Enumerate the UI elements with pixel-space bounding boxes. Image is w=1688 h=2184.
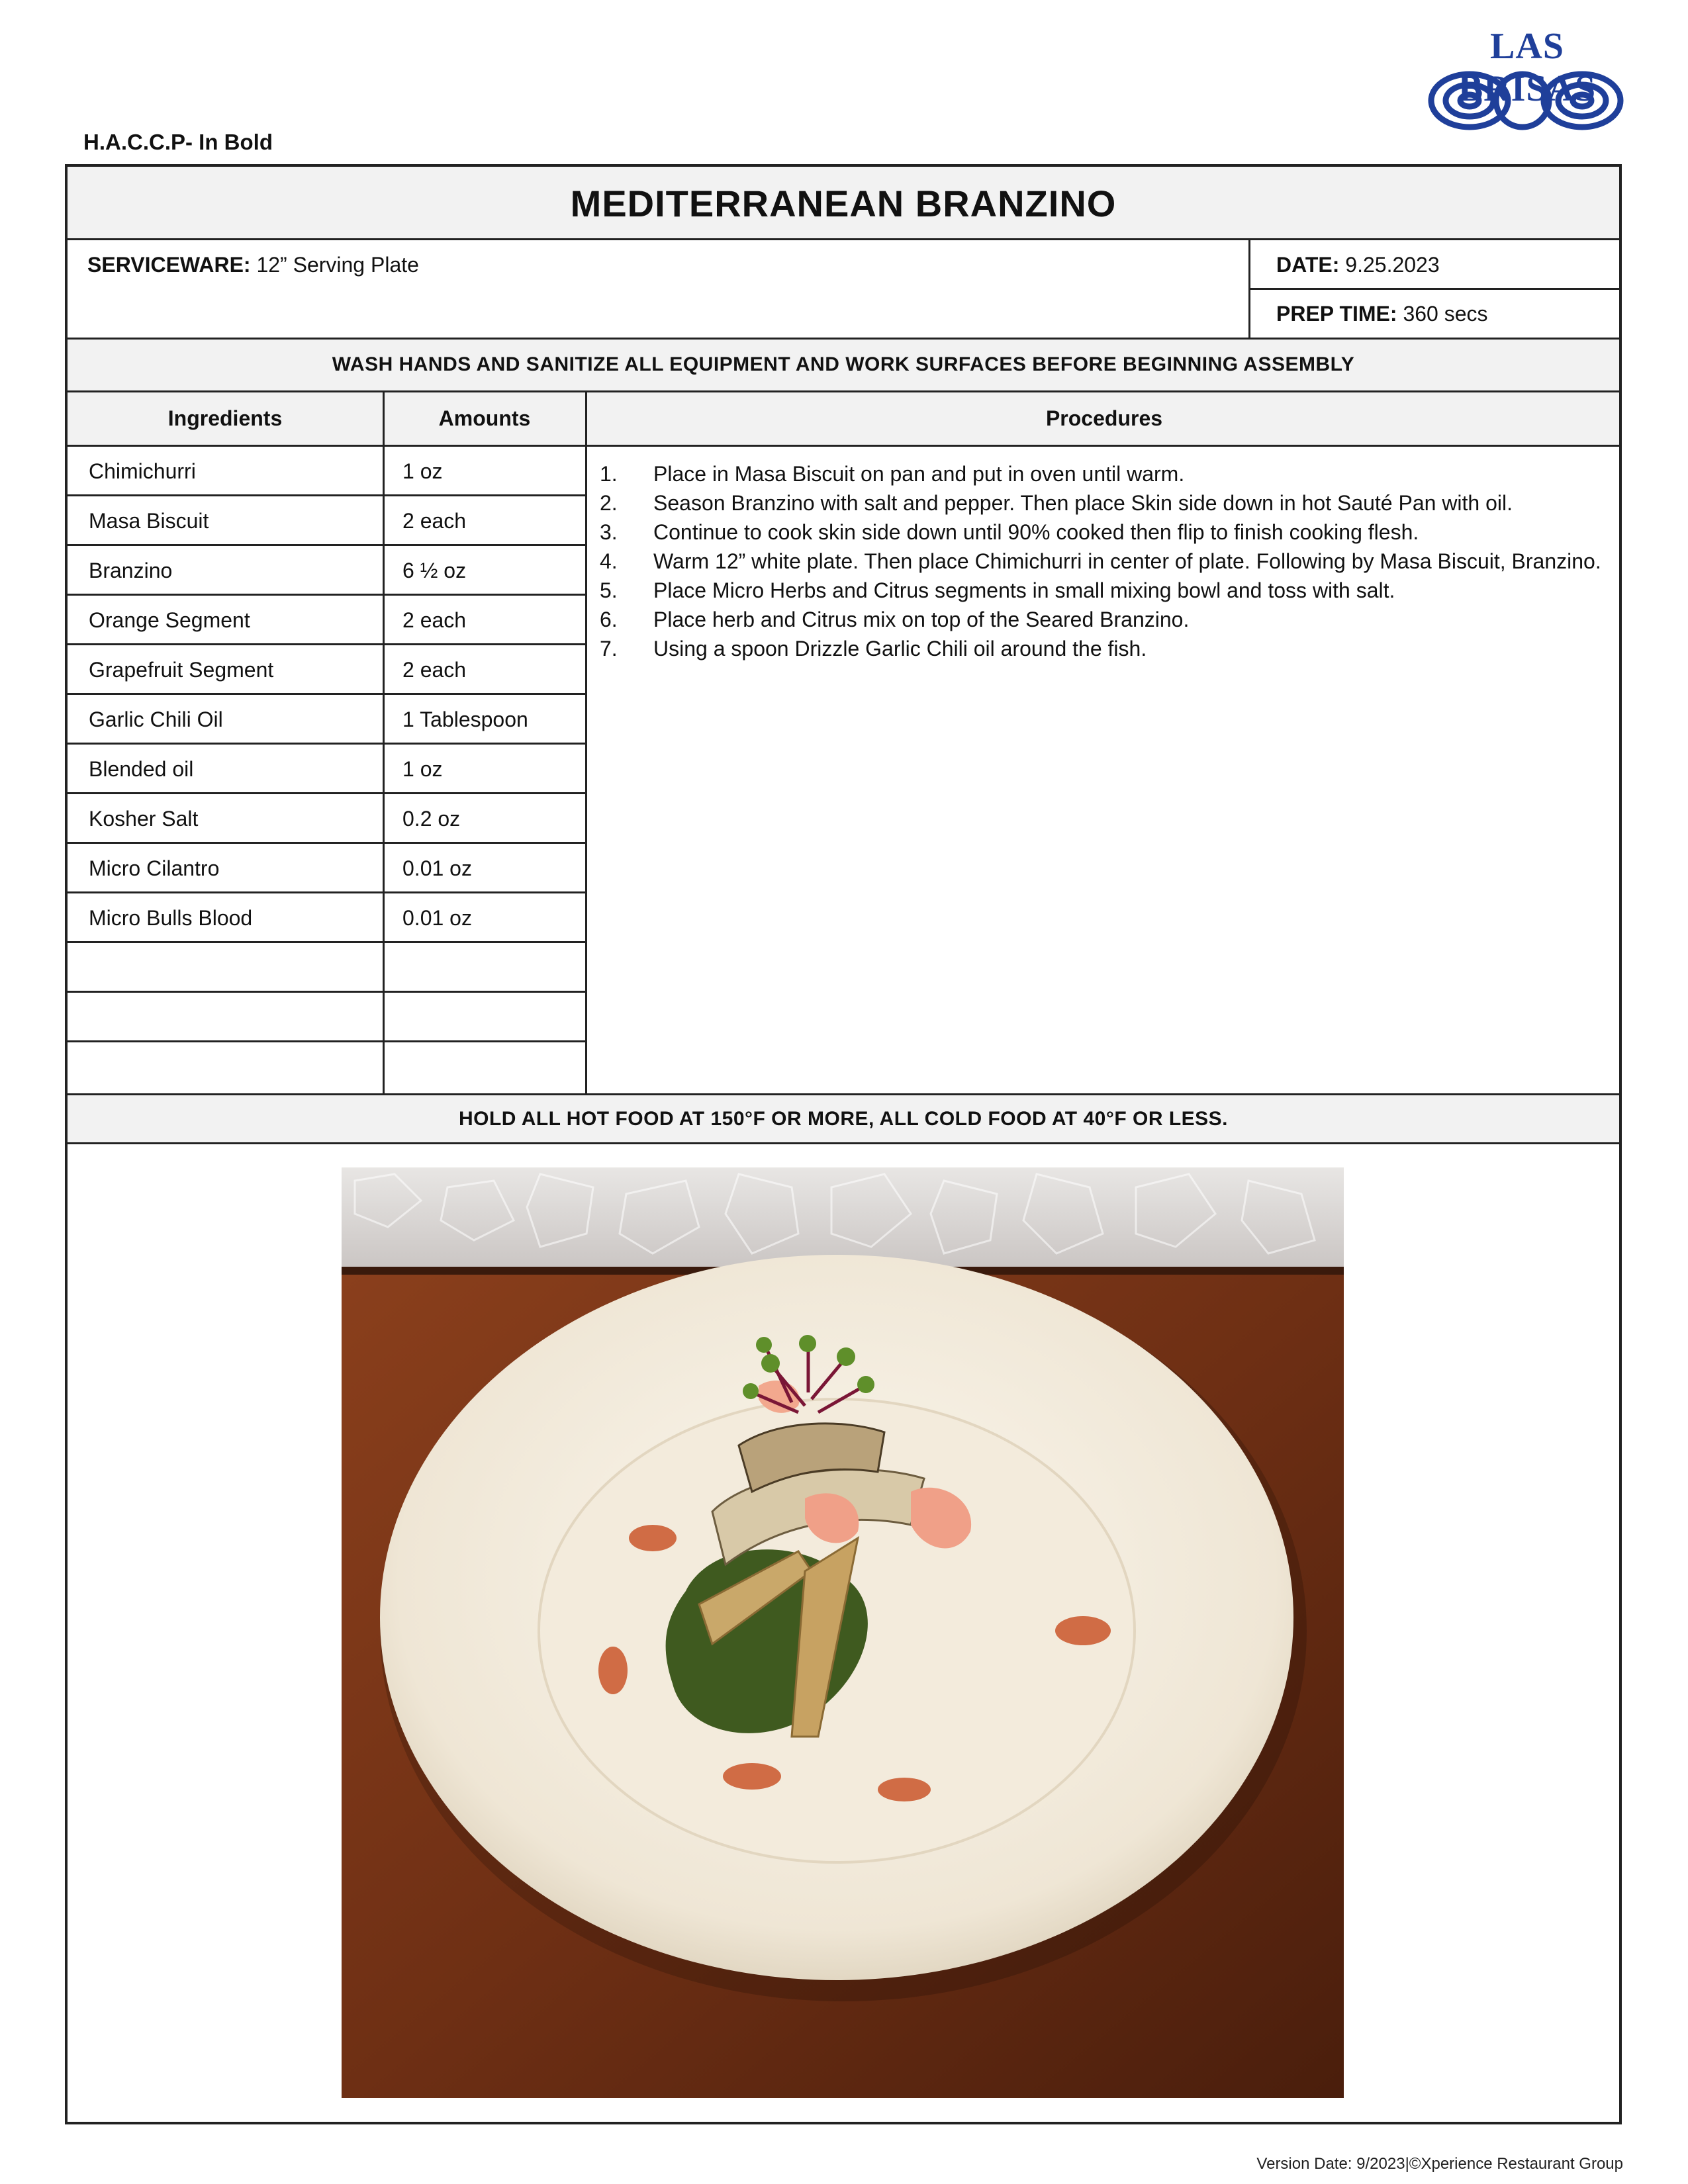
ingredient-row (68, 992, 577, 1042)
ingredient-name: Chimichurri (89, 459, 196, 483)
ingredient-amount: 6 ½ oz (402, 559, 467, 582)
ingredient-amount: 2 each (402, 509, 467, 533)
procedures-list (584, 459, 1603, 663)
ingredients-header: Ingredients (167, 406, 283, 430)
serviceware-label: SERVICEWARE: (87, 253, 251, 277)
procedure-number: 3. (600, 520, 618, 544)
logo-wordmark: LAS BRISAS (1458, 26, 1597, 109)
procedures-header: Procedures (1045, 406, 1163, 430)
recipe-title: MEDITERRANEAN BRANZINO (570, 182, 1117, 224)
ingredient-name: Masa Biscuit (89, 509, 209, 533)
dish-photo (342, 1167, 1344, 2098)
serviceware-field (87, 253, 419, 277)
procedure-number: 4. (600, 549, 618, 573)
procedure-step (584, 605, 1603, 634)
ingredient-row (68, 694, 577, 744)
procedure-step (584, 547, 1603, 576)
version-footer: Version Date: 9/2023|©Xperience Restaurant Group (1256, 2155, 1623, 2173)
ingredient-row (68, 843, 577, 893)
las-brisas-logo (1423, 25, 1628, 144)
ingredient-row (68, 595, 577, 645)
procedure-text: Place in Masa Biscuit on pan and put in oven until warm. (653, 462, 1185, 486)
procedure-number: 7. (600, 637, 618, 660)
ingredient-row (68, 645, 577, 694)
ingredient-name: Grapefruit Segment (89, 658, 274, 682)
ingredient-row (68, 893, 577, 942)
procedure-number: 2. (600, 491, 618, 515)
ingredient-amount: 1 oz (402, 757, 443, 781)
ingredient-amount: 0.01 oz (402, 906, 472, 930)
ingredient-row (68, 1042, 577, 1091)
date-value: 9.25.2023 (1345, 253, 1440, 277)
procedure-text: Place herb and Citrus mix on top of the Seared Branzino. (653, 608, 1190, 631)
ingredient-amount: 1 oz (402, 459, 443, 483)
date-label: DATE: (1276, 253, 1340, 277)
ingredient-amount: 1 Tablespoon (402, 707, 528, 731)
amounts-header: Amounts (438, 406, 531, 430)
ingredient-amount: 0.01 oz (402, 856, 472, 880)
ingredient-name: Orange Segment (89, 608, 250, 632)
procedure-text: Warm 12” white plate. Then place Chimichurri in center of plate. Following by Masa Biscuit, Branzino. (653, 549, 1601, 573)
ingredient-row (68, 496, 577, 545)
procedure-text: Season Branzino with salt and pepper. Then place Skin side down in hot Sauté Pan with oil. (653, 491, 1513, 515)
prep-time-value: 360 secs (1403, 302, 1488, 326)
ingredient-name: Branzino (89, 559, 173, 582)
ingredient-name: Garlic Chili Oil (89, 707, 223, 731)
ingredient-amount: 2 each (402, 608, 467, 632)
prep-time-label: PREP TIME: (1276, 302, 1397, 326)
ingredient-name: Micro Bulls Blood (89, 906, 253, 930)
procedure-text: Place Micro Herbs and Citrus segments in small mixing bowl and toss with salt. (653, 578, 1395, 602)
serviceware-value: 12” Serving Plate (256, 253, 419, 277)
wash-hands-banner: WASH HANDS AND SANITIZE ALL EQUIPMENT AND WORK SURFACES BEFORE BEGINNING ASSEMBLY (332, 353, 1355, 375)
date-field (1276, 253, 1440, 277)
ingredient-row (68, 545, 577, 595)
prep-time-field (1276, 302, 1488, 326)
wave-logo-icon (1423, 66, 1628, 139)
hold-temperature-banner: HOLD ALL HOT FOOD AT 150°F OR MORE, ALL COLD FOOD AT 40°F OR LESS. (458, 1108, 1229, 1130)
ingredient-row (68, 942, 577, 992)
procedure-step (584, 488, 1603, 518)
ingredient-name: Blended oil (89, 757, 194, 781)
ingredient-row (68, 744, 577, 794)
ingredient-name: Kosher Salt (89, 807, 199, 831)
procedure-step (584, 634, 1603, 663)
ingredient-row (68, 446, 577, 496)
procedure-text: Continue to cook skin side down until 90% cooked then flip to finish cooking flesh. (653, 520, 1419, 544)
procedure-text: Using a spoon Drizzle Garlic Chili oil around the fish. (653, 637, 1147, 660)
procedure-step (584, 459, 1603, 488)
procedure-step (584, 576, 1603, 605)
ingredient-amount: 2 each (402, 658, 467, 682)
ingredient-amount: 0.2 oz (402, 807, 461, 831)
procedure-number: 6. (600, 608, 618, 631)
haccp-note: H.A.C.C.P- In Bold (83, 130, 273, 154)
procedure-number: 5. (600, 578, 618, 602)
ingredient-row (68, 794, 577, 843)
procedure-step (584, 518, 1603, 547)
ingredient-name: Micro Cilantro (89, 856, 220, 880)
procedure-number: 1. (600, 462, 618, 486)
